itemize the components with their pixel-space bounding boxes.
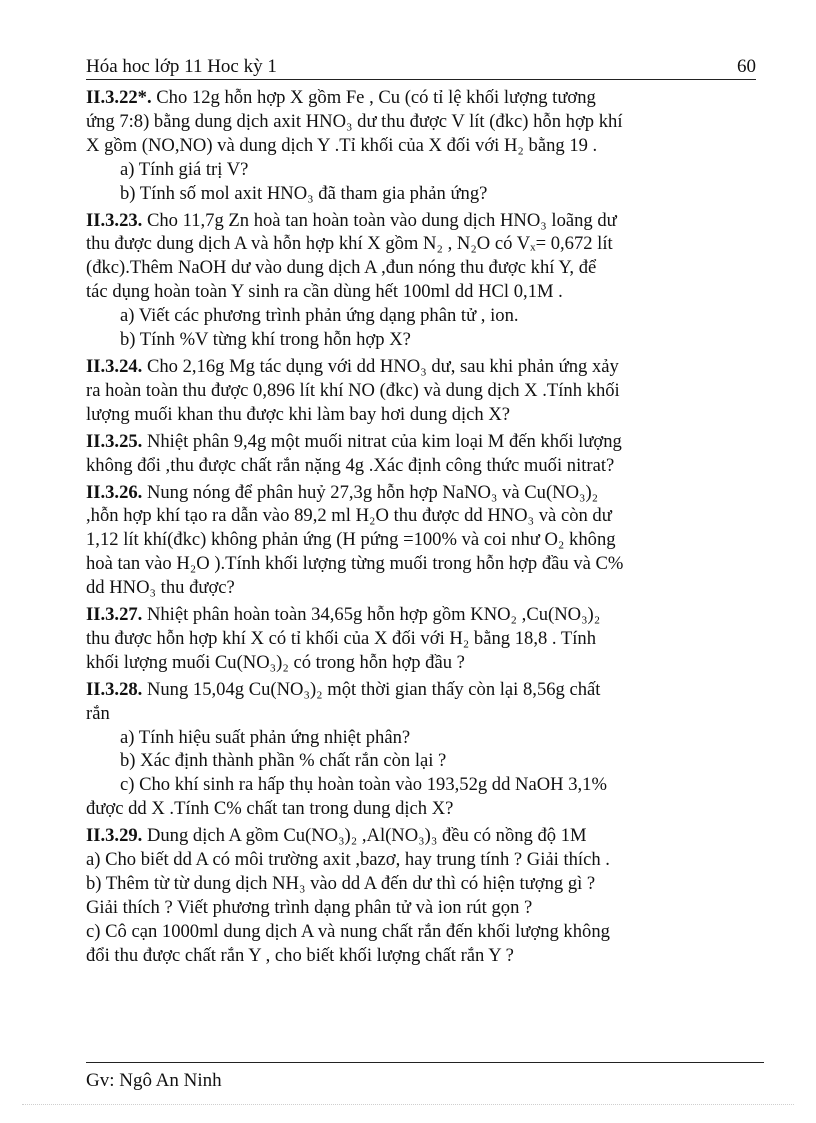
problem-II-3-22 [86,86,756,206]
problem-text-line: Nung nóng để phân huỷ 27,3g hỗn hợp NaNO₃ và Cu(NO₃)₂ [142,481,599,503]
problem-text-line: Nhiệt phân 9,4g một muối nitrat của kim loại M đến khối lượng [142,430,622,452]
problem-text-line: Nhiệt phân hoàn toàn 34,65g hỗn hợp gồm KNO₂ ,Cu(NO₃)₂ [142,604,601,626]
problem-part: b) Tính %V từng khí trong hỗn hợp X? [120,329,411,351]
problem-text-line: dd HNO₃ thu được? [86,577,235,599]
problem-text-line: tác dụng hoàn toàn Y sinh ra cần dùng hết 100ml dd HCl 0,1M . [86,281,563,303]
problem-text-line: Dung dịch A gồm Cu(NO₃)₂ ,Al(NO₃)₃ đều có nồng độ 1M [142,825,587,847]
problem-id: II.3.24. [86,355,143,377]
problem-II-3-24 [86,355,756,427]
problem-part: đổi thu được chất rắn Y , cho biết khối lượng chất rắn Y ? [86,944,514,966]
problem-II-3-28 [86,678,756,821]
problem-text-line: (đkc).Thêm NaOH dư vào dung dịch A ,đun nóng thu được khí Y, để [86,257,597,279]
problem-id: II.3.23. [86,209,143,231]
page-header [86,55,756,80]
problem-text-line: hoà tan vào H₂O ).Tính khối lượng từng muối trong hỗn hợp đầu và C% [86,553,624,575]
problem-text-line: X gồm (NO,NO) và dung dịch Y .Tỉ khối của X đối với H₂ bằng 19 . [86,134,598,156]
problem-part: a) Cho biết dd A có môi trường axit ,bazơ, hay trung tính ? Giải thích . [86,849,610,871]
problem-text-line: ra hoàn toàn thu được 0,896 lít khí NO (đkc) và dung dịch X .Tính khối [86,379,620,401]
problem-text-line: 1,12 lít khí(đkc) không phản ứng (H pứng =100% và coi như O₂ không [86,529,616,551]
problem-text-line: không đổi ,thu được chất rắn nặng 4g .Xác định công thức muối nitrat? [86,454,615,476]
problem-part: được dd X .Tính C% chất tan trong dung dịch X? [86,798,454,820]
problem-text-line: Cho 12g hỗn hợp X gồm Fe , Cu (có tỉ lệ khối lượng tương [151,87,596,108]
problem-text-line: lượng muối khan thu được khi làm bay hơi dung dịch X? [86,403,511,425]
problem-text-line: Cho 11,7g Zn hoà tan hoàn toàn vào dung dịch HNO₃ loãng dư [142,209,617,231]
problem-id: II.3.25. [86,430,143,452]
problem-id: II.3.22*. [86,87,152,108]
problem-part: c) Cho khí sinh ra hấp thụ hoàn toàn vào 193,52g dd NaOH 3,1% [120,774,607,796]
problem-list [86,86,756,971]
page-bottom-edge [22,1104,794,1105]
problem-text-line: Cho 2,16g Mg tác dụng với dd HNO₃ dư, sau khi phản ứng xảy [142,355,619,377]
problem-part: c) Cô cạn 1000ml dung dịch A và nung chất rắn đến khối lượng không [86,920,610,942]
problem-part: b) Xác định thành phần % chất rắn còn lại ? [120,750,447,772]
problem-id: II.3.27. [86,604,143,626]
problem-text-line: thu được hỗn hợp khí X có tỉ khối của X đối với H₂ bằng 18,8 . Tính [86,627,596,649]
problem-part: Giải thích ? Viết phương trình dạng phân tử và ion rút gọn ? [86,896,533,918]
problem-part: a) Tính hiệu suất phản ứng nhiệt phân? [120,726,411,748]
problem-II-3-29 [86,824,756,967]
header-title: Hóa hoc lớp 11 Hoc kỳ 1 [86,56,277,77]
problem-II-3-27 [86,603,756,675]
problem-id: II.3.28. [86,678,143,700]
footer-divider [86,1062,764,1063]
problem-II-3-25 [86,430,756,478]
problem-II-3-26 [86,481,756,601]
problem-text-line: ,hỗn hợp khí tạo ra dẫn vào 89,2 ml H₂O thu được dd HNO₃ và còn dư [86,505,612,527]
page-number: 60 [737,56,756,77]
problem-text-line: khối lượng muối Cu(NO₃)₂ có trong hỗn hợp đầu ? [86,651,465,673]
problem-id: II.3.26. [86,481,143,503]
problem-part: b) Tính số mol axit HNO₃ đã tham gia phản ứng? [120,182,488,204]
problem-text-line: Nung 15,04g Cu(NO₃)₂ một thời gian thấy còn lại 8,56g chất [142,678,601,700]
problem-text-line: rắn [86,702,110,724]
footer-author: Gv: Ngô An Ninh [86,1070,222,1091]
problem-text-line: ứng 7:8) bằng dung dịch axit HNO₃ dư thu được V lít (đkc) hỗn hợp khí [86,110,623,132]
problem-II-3-23 [86,209,756,352]
problem-part: b) Thêm từ từ dung dịch NH₃ vào dd A đến dư thì có hiện tượng gì ? [86,873,596,894]
problem-id: II.3.29. [86,825,143,847]
problem-part: a) Tính giá trị V? [120,158,249,180]
problem-part: a) Viết các phương trình phản ứng dạng phân tử , ion. [120,305,519,327]
problem-text-line: thu được dung dịch A và hỗn hợp khí X gồm N₂ , N₂O có Vₓ= 0,672 lít [86,233,613,255]
